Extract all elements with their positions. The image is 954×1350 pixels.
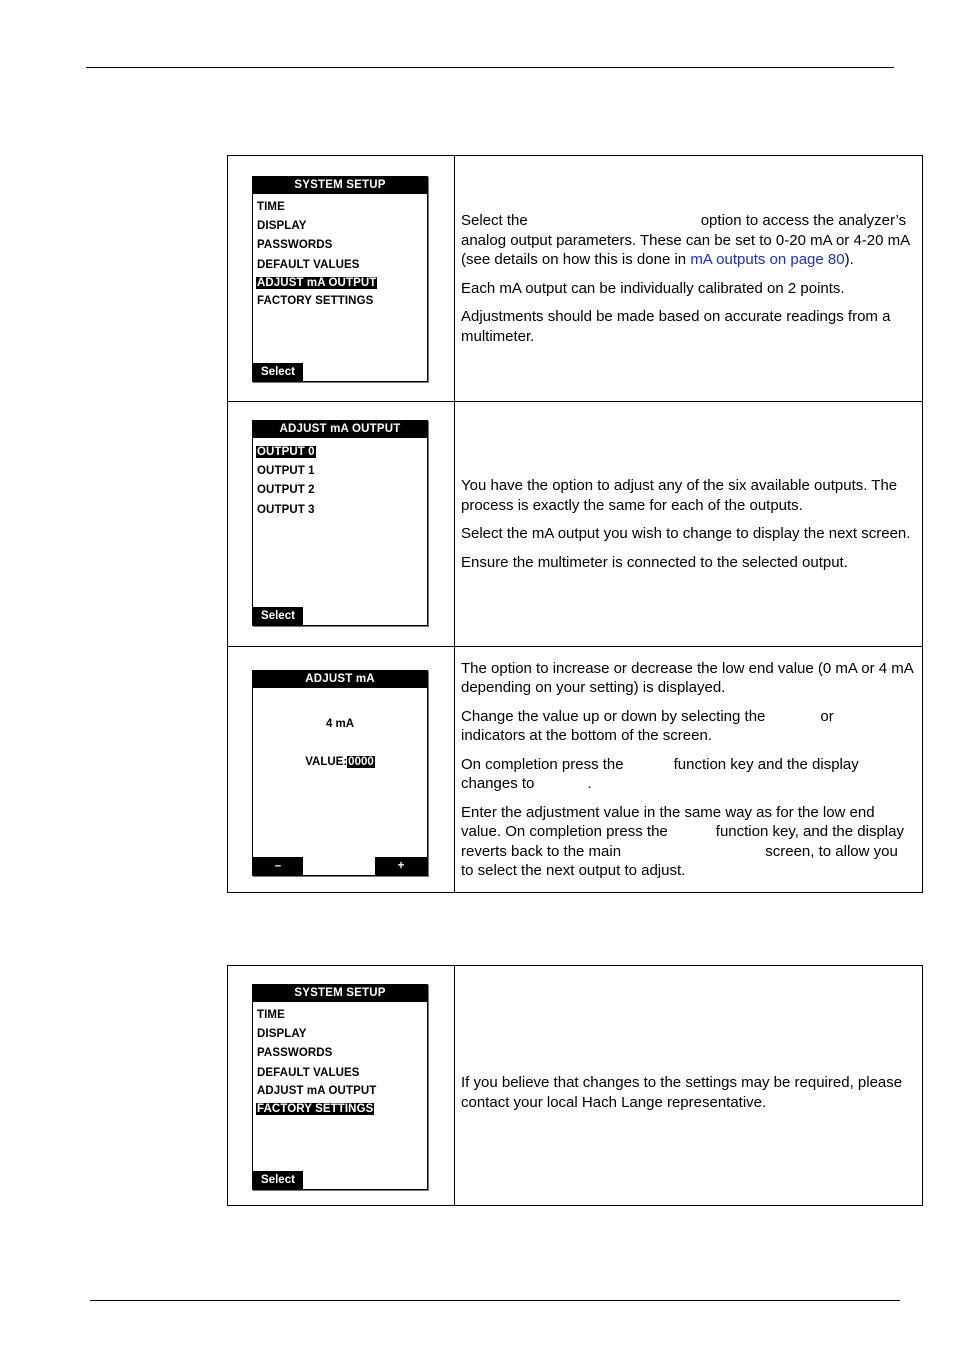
menu-item-default-values[interactable]: DEFAULT VALUES: [257, 259, 360, 271]
text: function key and the display changes to: [461, 755, 859, 792]
header-rule: [86, 67, 894, 68]
paragraph: Ensure the multimeter is connected to the selected output.: [461, 553, 848, 571]
text: screen, to allow you to select the next output to adjust.: [461, 842, 898, 879]
decrease-softkey[interactable]: –: [253, 857, 303, 875]
paragraph: [461, 803, 914, 881]
lcd-title: ADJUST mA: [253, 671, 427, 688]
factory-settings-table: [227, 965, 923, 1206]
text: Change the value up or down by selecting the: [461, 707, 766, 725]
lcd-system-setup: [252, 176, 428, 382]
text-cell: [455, 966, 923, 1206]
paragraph: You have the option to adjust any of the six available outputs. The process is exactly the same for each of the outputs.: [461, 477, 898, 514]
select-softkey[interactable]: Select: [253, 363, 303, 381]
menu-item-time[interactable]: TIME: [257, 1008, 285, 1021]
menu-item-time[interactable]: TIME: [257, 201, 285, 213]
table-row: [228, 402, 923, 647]
lcd-title: ADJUST mA OUTPUT: [253, 421, 427, 438]
text: function key, and the display reverts back to the main: [461, 823, 904, 860]
lcd-adjust-ma-output: [252, 420, 428, 626]
text: Enter the adjustment value in the same way as for the low end value. On completion press the: [461, 803, 875, 840]
screen-cell: [228, 402, 455, 647]
screen-cell: [228, 647, 455, 893]
text: .: [587, 775, 592, 792]
increase-softkey[interactable]: +: [375, 857, 427, 875]
text: ).: [844, 251, 854, 268]
menu-item-display[interactable]: DISPLAY: [257, 220, 307, 232]
paragraph: [461, 755, 914, 794]
lcd-system-setup: [252, 984, 428, 1190]
paragraph: [461, 707, 914, 746]
text-cell: [455, 647, 923, 893]
lcd-title: SYSTEM SETUP: [253, 177, 427, 194]
menu-item-default-values[interactable]: DEFAULT VALUES: [257, 1066, 360, 1079]
menu-item-factory-settings[interactable]: FACTORY SETTINGS: [257, 1102, 374, 1115]
text: or: [820, 707, 834, 725]
table-row: [228, 966, 923, 1206]
lcd-adjust-ma: [252, 670, 428, 876]
menu-item-passwords[interactable]: PASSWORDS: [257, 239, 333, 251]
ma-outputs-link[interactable]: mA outputs on page 80: [690, 251, 845, 268]
text-cell: [455, 402, 923, 647]
menu-item-output-1[interactable]: OUTPUT 1: [257, 465, 315, 477]
menu-item-passwords[interactable]: PASSWORDS: [257, 1046, 333, 1059]
menu-item-factory-settings[interactable]: FACTORY SETTINGS: [257, 295, 374, 307]
text: indicators at the bottom of the screen.: [461, 727, 712, 744]
select-softkey[interactable]: Select: [253, 607, 303, 625]
paragraph: Each mA output can be individually calibrated on 2 points.: [461, 279, 845, 297]
menu-item-adjust-ma-output[interactable]: ADJUST mA OUTPUT: [257, 1084, 377, 1097]
text: On completion press the: [461, 755, 624, 773]
footer-rule: [90, 1300, 900, 1301]
paragraph: The option to increase or decrease the low end value (0 mA or 4 mA depending on your setting) is displayed.: [461, 659, 913, 696]
menu-item-output-2[interactable]: OUTPUT 2: [257, 484, 315, 496]
paragraph: If you believe that changes to the settings may be required, please contact your local Hach Lange representative.: [461, 1074, 903, 1111]
ma-level-label: 4 mA: [325, 717, 355, 730]
value-line: [253, 756, 427, 768]
lcd-title: SYSTEM SETUP: [253, 985, 427, 1002]
text-cell: [455, 156, 923, 402]
screen-cell: [228, 966, 455, 1206]
text: Select the: [461, 212, 528, 229]
select-softkey[interactable]: Select: [253, 1171, 303, 1189]
adjust-ma-table: [227, 155, 923, 893]
paragraph: [461, 211, 914, 270]
value-field[interactable]: 0000: [348, 755, 374, 768]
paragraph: Adjustments should be made based on accurate readings from a multimeter.: [461, 308, 891, 345]
table-row: [228, 156, 923, 402]
table-row: [228, 647, 923, 893]
screen-cell: [228, 156, 455, 402]
menu-item-output-3[interactable]: OUTPUT 3: [257, 504, 315, 516]
menu-item-display[interactable]: DISPLAY: [257, 1027, 307, 1040]
menu-item-adjust-ma-output[interactable]: ADJUST mA OUTPUT: [257, 277, 377, 289]
value-label: VALUE:: [305, 755, 348, 768]
menu-item-output-0[interactable]: OUTPUT 0: [257, 446, 315, 458]
text: option to access the analyzer’s analog output parameters. These can be set to 0-20 mA or 4-20 mA (see details on how this is done in: [461, 212, 910, 268]
paragraph: Select the mA output you wish to change to display the next screen.: [461, 525, 911, 542]
